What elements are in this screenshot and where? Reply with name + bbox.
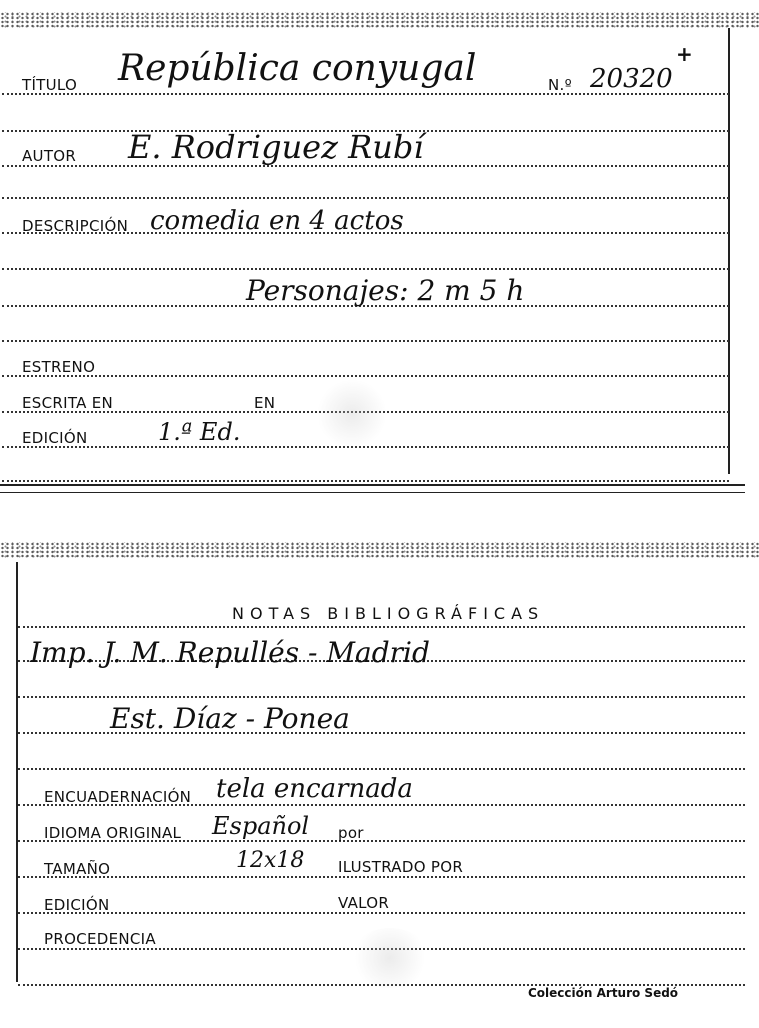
size-label: TAMAÑO (44, 860, 111, 878)
collection-credit: Colección Arturo Sedó (528, 986, 679, 1000)
provenance-label: PROCEDENCIA (44, 930, 156, 948)
ruled-line (2, 480, 729, 482)
ruled-line (2, 197, 729, 199)
description-value: comedia en 4 actos (150, 206, 404, 236)
edition-label: EDICIÓN (44, 896, 110, 914)
author-label: AUTOR (22, 147, 77, 165)
edition-label: EDICIÓN (22, 429, 88, 447)
size-value: 12x18 (236, 848, 305, 873)
original-language-value: Español (212, 812, 310, 840)
plus-mark: + (676, 42, 693, 66)
paper-smudge (316, 380, 388, 448)
ruled-line (18, 876, 745, 878)
value-label: VALOR (338, 894, 390, 912)
original-language-label: IDIOMA ORIGINAL (44, 824, 182, 842)
characters-value: Personajes: 2 m 5 h (246, 274, 525, 307)
binding-value: tela encarnada (216, 774, 413, 804)
card-bottom-border (0, 484, 745, 486)
ruled-line (2, 375, 729, 377)
number-value: 20320 (590, 64, 673, 94)
ruled-line (2, 268, 729, 270)
in-label: EN (254, 394, 276, 412)
ruled-line (18, 912, 745, 914)
note-line-2: Est. Díaz - Ponea (110, 702, 350, 735)
premiere-label: ESTRENO (22, 358, 96, 376)
card-edge-texture (0, 12, 759, 28)
note-line-1: Imp. J. M. Repullés - Madrid (30, 636, 430, 669)
notes-heading: NOTAS BIBLIOGRÁFICAS (232, 604, 545, 623)
catalog-card-bottom (0, 538, 759, 1000)
ruled-line (2, 446, 729, 448)
card-left-border (16, 562, 18, 982)
author-value: E. Rodriguez Rubí (128, 128, 424, 166)
by-label: por (338, 824, 364, 842)
number-label: N.º (548, 76, 572, 94)
illustrated-by-label: ILUSTRADO POR (338, 858, 464, 876)
ruled-line (18, 696, 745, 698)
title-value: República conyugal (118, 48, 477, 89)
binding-label: ENCUADERNACIÓN (44, 788, 192, 806)
ruled-line (18, 626, 745, 628)
edition-value: 1.ª Ed. (158, 418, 241, 446)
written-in-label: ESCRITA EN (22, 394, 114, 412)
catalog-card-top (0, 0, 759, 500)
card-edge-texture (0, 542, 759, 558)
card-separator (0, 492, 745, 493)
ruled-line (18, 768, 745, 770)
title-label: TÍTULO (22, 76, 78, 94)
description-label: DESCRIPCIÓN (22, 217, 129, 235)
paper-smudge (350, 928, 430, 988)
ruled-line (2, 340, 729, 342)
